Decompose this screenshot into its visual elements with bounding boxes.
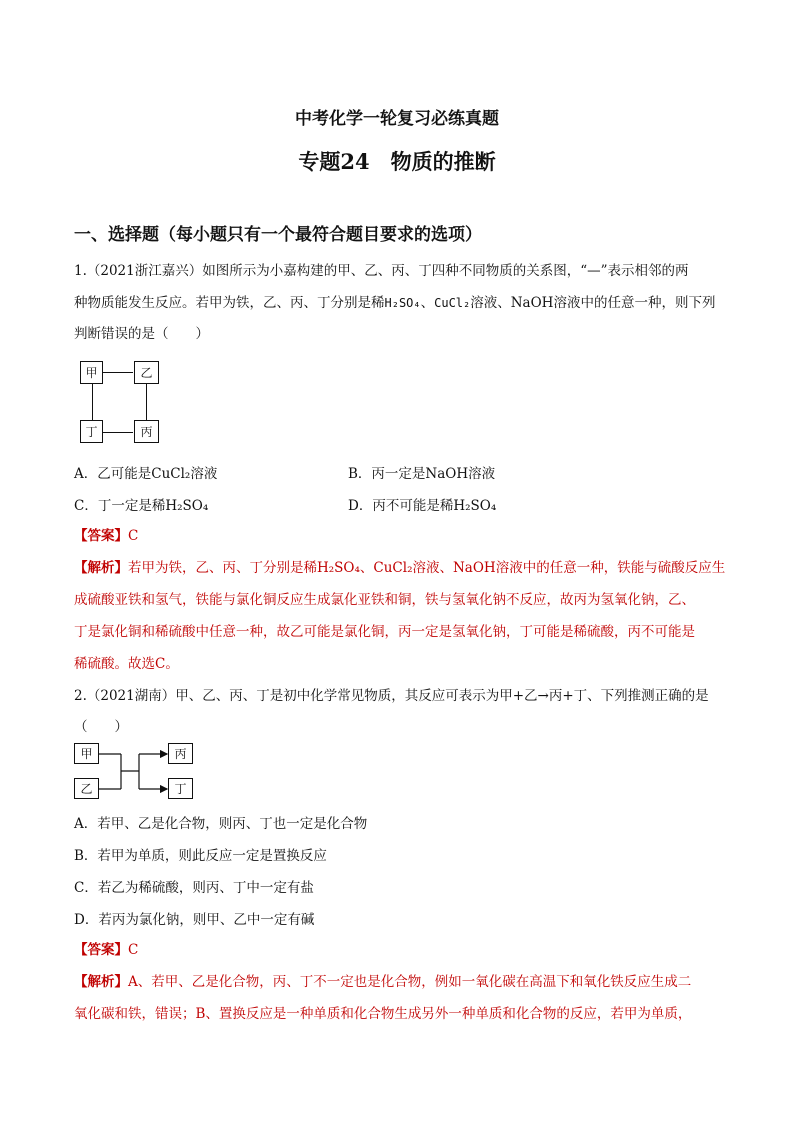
q1-formula-h2so4: H₂SO₄	[384, 296, 421, 310]
q1-option-a: A．乙可能是CuCl₂溶液	[74, 466, 218, 482]
q2-analysis-text1: A、若甲、乙是化合物，丙、丁不一定也是化合物，例如一氧化碳在高温下和氧化铁反应生成二	[128, 974, 692, 990]
box-jia: 甲	[80, 361, 103, 384]
box-bing: 丙	[168, 743, 193, 764]
q1-analysis-line3: 丁是氯化铜和稀硫酸中任意一种，故乙可能是氯化铜，丙一定是氢氧化钠，丁可能是稀硫酸，丙不可能是	[74, 624, 695, 640]
q2-option-b: B．若甲为单质，则此反应一定是置换反应	[74, 848, 327, 864]
document-title: 中考化学一轮复习必练真题	[295, 109, 499, 129]
q1-stem-line2	[74, 293, 715, 313]
q1-stem-line3: 判断错误的是（ ）	[74, 326, 209, 342]
q2-stem-line2: （ ）	[74, 719, 128, 735]
q1-analysis-line4: 稀硫酸。故选C。	[74, 656, 179, 672]
q2-stem-line1: 2.（2021湖南）甲、乙、丙、丁是初中化学常见物质，其反应可表示为甲+乙→丙+丁、下列推测正确的是	[74, 688, 709, 704]
line-jia-yi	[103, 372, 133, 373]
q1-stem-line1: 1.（2021浙江嘉兴）如图所示为小嘉构建的甲、乙、丙、丁四种不同物质的关系图，“—”表示相邻的两	[74, 263, 689, 279]
line-ding-bing	[103, 432, 133, 433]
box-ding: 丁	[168, 778, 193, 799]
q1-stem-text-a: 种物质能发生反应。若甲为铁，乙、丙、丁分别是稀	[74, 295, 385, 311]
box-ding: 丁	[80, 420, 103, 443]
q1-option-b: B．丙一定是NaOH溶液	[348, 466, 496, 482]
box-bing: 丙	[134, 420, 159, 443]
q1-option-d: D．丙不可能是稀H₂SO₄	[348, 498, 497, 514]
q1-answer-label: 【答案】	[74, 528, 128, 544]
box-yi: 乙	[74, 778, 99, 799]
q2-analysis-label: 【解析】	[74, 974, 128, 990]
q1-answer-value: C	[128, 528, 139, 544]
q2-option-a: A．若甲、乙是化合物，则丙、丁也一定是化合物	[74, 816, 368, 832]
q2-option-d: D．若丙为氯化钠，则甲、乙中一定有碱	[74, 912, 315, 928]
q2-answer-value: C	[128, 942, 139, 958]
q1-formula-cucl2: CuCl₂	[434, 296, 471, 310]
q1-analysis-label: 【解析】	[74, 560, 128, 576]
q2-answer-label: 【答案】	[74, 942, 128, 958]
q1-stem-text-c: 溶液、NaOH溶液中的任意一种，则下列	[470, 295, 716, 311]
q1-answer	[74, 526, 138, 546]
reaction-arrows	[99, 743, 169, 800]
box-yi: 乙	[134, 361, 159, 384]
q2-analysis-line1	[74, 972, 691, 992]
q1-analysis-line2: 成硫酸亚铁和氢气，铁能与氯化铜反应生成氯化亚铁和铜，铁与氢氧化钠不反应，故丙为氢氧化钠，乙、	[74, 592, 695, 608]
q2-analysis-line2: 氧化碳和铁，错误；B、置换反应是一种单质和化合物生成另外一种单质和化合物的反应，若甲为单质，	[74, 1006, 692, 1022]
line-jia-ding	[92, 384, 93, 420]
topic-title: 专题24 物质的推断	[298, 149, 496, 174]
q1-analysis-text1: 若甲为铁，乙、丙、丁分别是稀H₂SO₄、CuCl₂溶液、NaOH溶液中的任意一种，铁能与硫酸反应生	[128, 560, 726, 576]
q1-analysis-line1	[74, 558, 725, 578]
line-yi-bing	[146, 384, 147, 420]
q2-option-c: C．若乙为稀硫酸，则丙、丁中一定有盐	[74, 880, 314, 896]
q1-option-c: C．丁一定是稀H₂SO₄	[74, 498, 209, 514]
q2-answer	[74, 940, 138, 960]
section-heading: 一、选择题（每小题只有一个最符合题目要求的选项）	[74, 225, 482, 245]
box-jia: 甲	[74, 743, 99, 764]
q1-stem-text-b: 、	[420, 295, 435, 311]
